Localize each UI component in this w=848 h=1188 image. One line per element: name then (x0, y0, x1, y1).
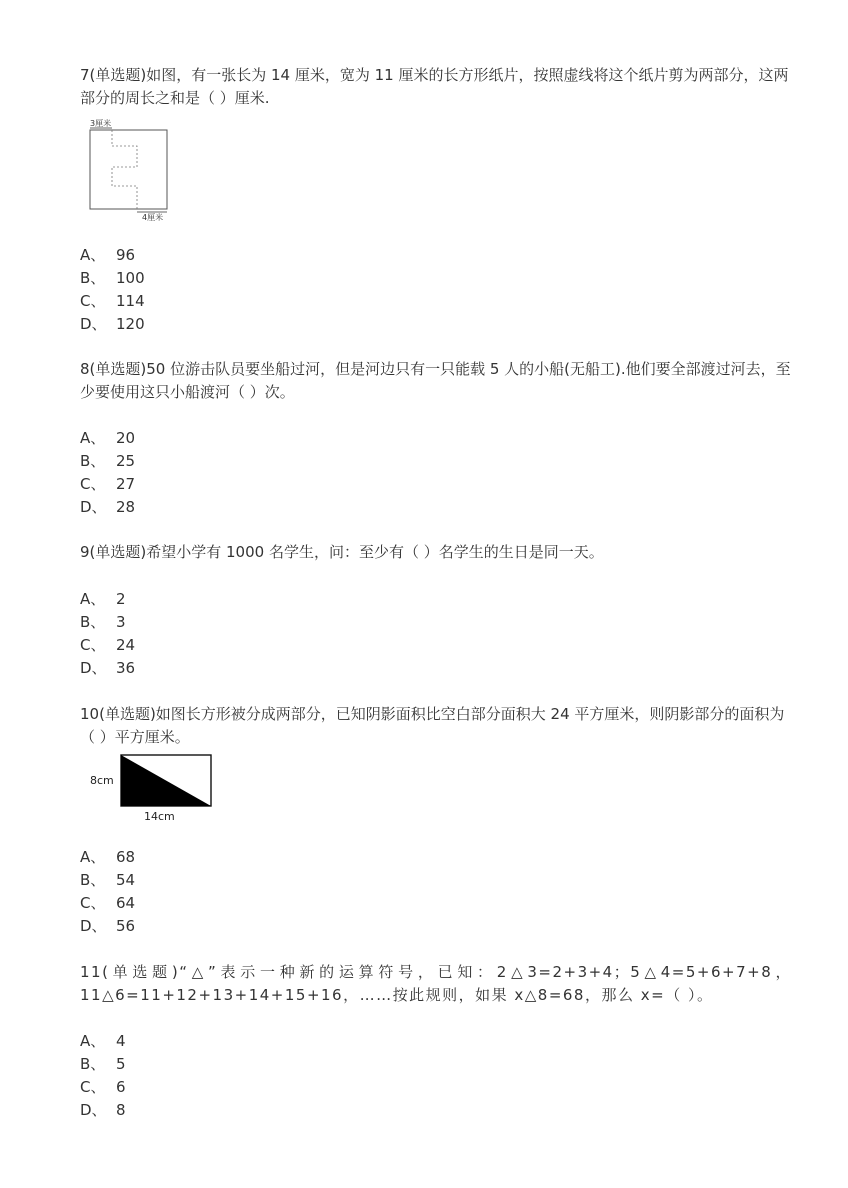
option-c[interactable]: C、 114 (80, 292, 145, 310)
options-11 (80, 1030, 126, 1122)
question-stem: 10(单选题)如图长方形被分成两部分，已知阴影面积比空白部分面积大 24 平方厘米，则阴影部分的面积为（ ）平方厘米。 (80, 705, 785, 746)
option-d[interactable]: D、 56 (80, 917, 136, 935)
option-c[interactable]: C、 6 (80, 1078, 126, 1096)
option-b[interactable]: B、 100 (80, 269, 145, 287)
question-8 (80, 358, 792, 404)
option-a[interactable]: A、 4 (80, 1032, 126, 1050)
figure-label-left: 8cm (90, 774, 114, 787)
option-d[interactable]: D、 8 (80, 1101, 126, 1119)
question-9 (80, 541, 792, 564)
cut-line (112, 130, 137, 209)
option-b[interactable]: B、 25 (80, 452, 136, 470)
figure-label-top: 3厘米 (90, 119, 112, 128)
figure-label-bottom: 14cm (144, 810, 175, 823)
question-11 (80, 961, 792, 1007)
option-d[interactable]: D、 36 (80, 659, 136, 677)
options-7 (80, 244, 145, 336)
option-a[interactable]: A、 2 (80, 590, 126, 608)
question-stem: 9(单选题)希望小学有 1000 名学生，问：至少有（ ）名学生的生日是同一天。 (80, 543, 604, 561)
option-a[interactable]: A、 96 (80, 246, 136, 264)
option-c[interactable]: C、 64 (80, 894, 136, 912)
paper-rectangle (90, 130, 167, 209)
option-c[interactable]: C、 27 (80, 475, 136, 493)
question-stem: 7(单选题)如图，有一张长为 14 厘米，宽为 11 厘米的长方形纸片，按照虚线将这个纸片剪为两部分，这两部分的周长之和是（ ）厘米. (80, 66, 789, 107)
options-10 (80, 846, 135, 938)
option-b[interactable]: B、 5 (80, 1055, 126, 1073)
figure-cut-rectangle (82, 114, 182, 222)
question-10 (80, 703, 792, 749)
option-a[interactable]: A、 20 (80, 429, 136, 447)
option-b[interactable]: B、 54 (80, 871, 136, 889)
option-b[interactable]: B、 3 (80, 613, 126, 631)
option-d[interactable]: D、 28 (80, 498, 136, 516)
figure-label-bottom: 4厘米 (142, 213, 164, 222)
option-d[interactable]: D、 120 (80, 315, 145, 333)
options-9 (80, 588, 135, 680)
question-stem: 8(单选题)50 位游击队员要坐船过河，但是河边只有一只能载 5 人的小船(无船工).他们要全部渡过河去，至少要使用这只小船渡河（ ）次。 (80, 360, 791, 401)
question-7 (80, 64, 792, 110)
question-stem: 11(单选题)“△”表示一种新的运算符号，已知：2△3=2+3+4；5△4=5+6+7+8，11△6=11+12+13+14+15+16，……按此规则，如果 x△8=68，那么 x=（ ）。 (80, 963, 792, 1004)
option-c[interactable]: C、 24 (80, 636, 136, 654)
figure-shaded-rectangle (86, 750, 220, 826)
options-8 (80, 427, 135, 519)
option-a[interactable]: A、 68 (80, 848, 136, 866)
